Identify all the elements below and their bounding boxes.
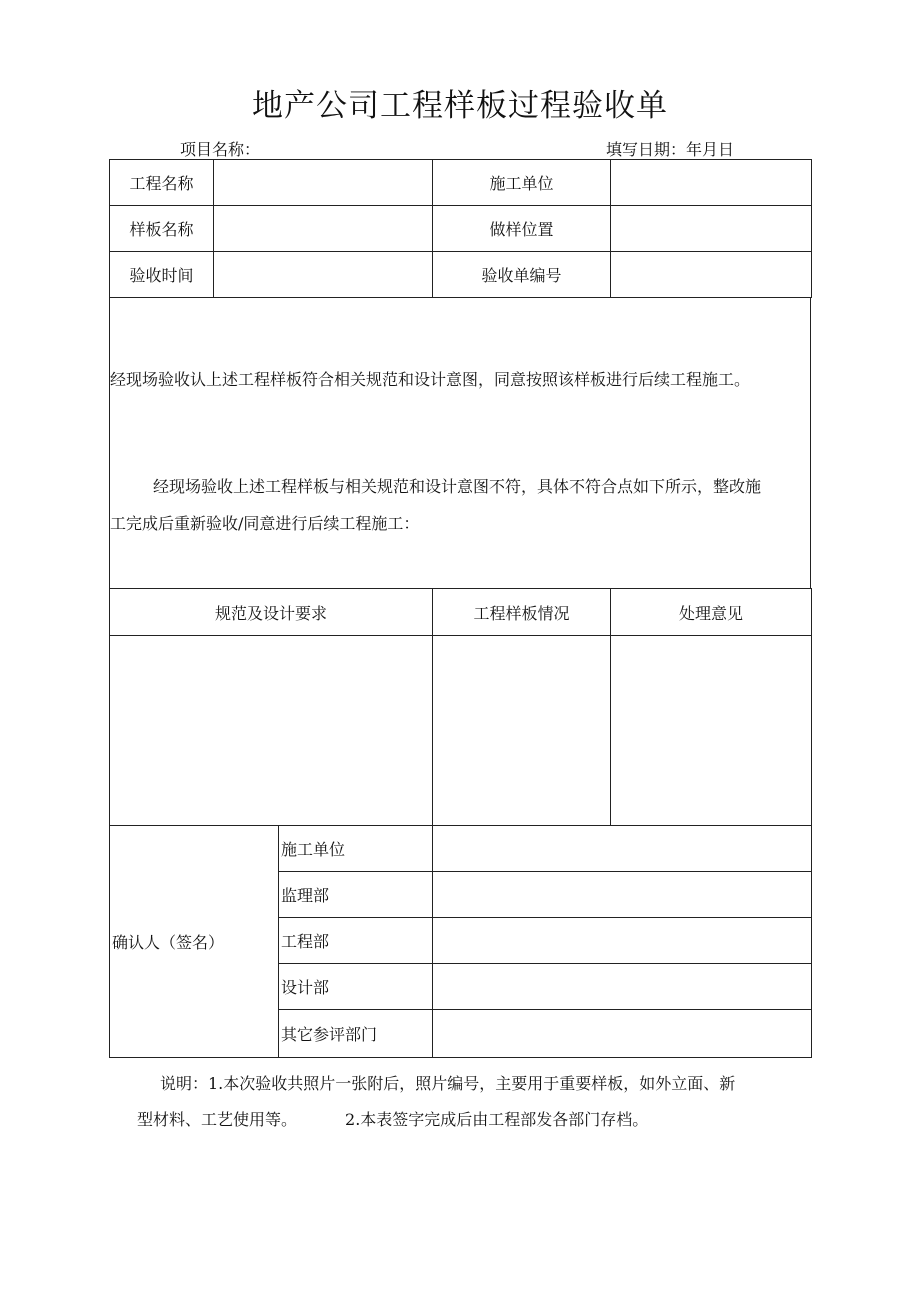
department-label: 设计部 [279,964,433,1010]
signature-field[interactable] [433,918,812,964]
note-line-2 [137,1107,648,1130]
acceptance-number-field[interactable] [611,252,812,298]
handling-opinion-header: 处理意见 [611,589,812,636]
reject-statement-line1: 经现场验收上述工程样板与相关规范和设计意图不符，具体不符合点如下所示，整改施 [153,477,762,496]
department-label: 其它参评部门 [279,1010,433,1058]
note-line-2a: 型材料、工艺使用等。 [137,1110,298,1129]
signature-field[interactable] [433,1010,812,1058]
table-row [110,206,812,252]
fill-date-label: 填写日期：年月日 [606,140,735,159]
statement-box [109,298,811,588]
table-header-row [110,589,812,636]
table-row [110,160,812,206]
approve-statement: 经现场验收认上述工程样板符合相关规范和设计意图，同意按照该样板进行后续工程施工。 [110,370,751,389]
department-label: 监理部 [279,872,433,918]
sample-status-header: 工程样板情况 [433,589,611,636]
construction-unit-label-cell: 施工单位 [433,160,611,206]
handling-opinion-field[interactable] [611,636,812,826]
sample-name-label-cell: 样板名称 [110,206,214,252]
signature-field[interactable] [433,964,812,1010]
project-name-label-cell: 工程名称 [110,160,214,206]
issues-table [109,588,812,826]
signature-field[interactable] [433,826,812,872]
sample-location-field[interactable] [611,206,812,252]
form-title: 地产公司工程样板过程验收单 [252,88,668,124]
confirmer-signature-label: 确认人（签名） [110,826,279,1058]
project-name-label: 项目名称： [180,140,261,159]
note-line-2b: 2.本表签字完成后由工程部发各部门存档。 [345,1110,649,1129]
sample-name-field[interactable] [214,206,433,252]
sample-status-field[interactable] [433,636,611,826]
table-row [110,826,812,872]
construction-unit-field[interactable] [611,160,812,206]
reject-statement-line2: 工完成后重新验收/同意进行后续工程施工： [110,514,420,533]
acceptance-time-label-cell: 验收时间 [110,252,214,298]
confirm-table [109,825,812,1058]
table-row [110,636,812,826]
requirements-field[interactable] [110,636,433,826]
project-name-field[interactable] [214,160,433,206]
department-label: 施工单位 [279,826,433,872]
acceptance-number-label-cell: 验收单编号 [433,252,611,298]
department-label: 工程部 [279,918,433,964]
table-row [110,252,812,298]
acceptance-time-field[interactable] [214,252,433,298]
signature-field[interactable] [433,872,812,918]
sample-location-label-cell: 做样位置 [433,206,611,252]
info-table [109,159,812,298]
note-line-1: 说明：1.本次验收共照片一张附后，照片编号，主要用于重要样板，如外立面、新 [160,1074,736,1093]
requirements-header: 规范及设计要求 [110,589,433,636]
